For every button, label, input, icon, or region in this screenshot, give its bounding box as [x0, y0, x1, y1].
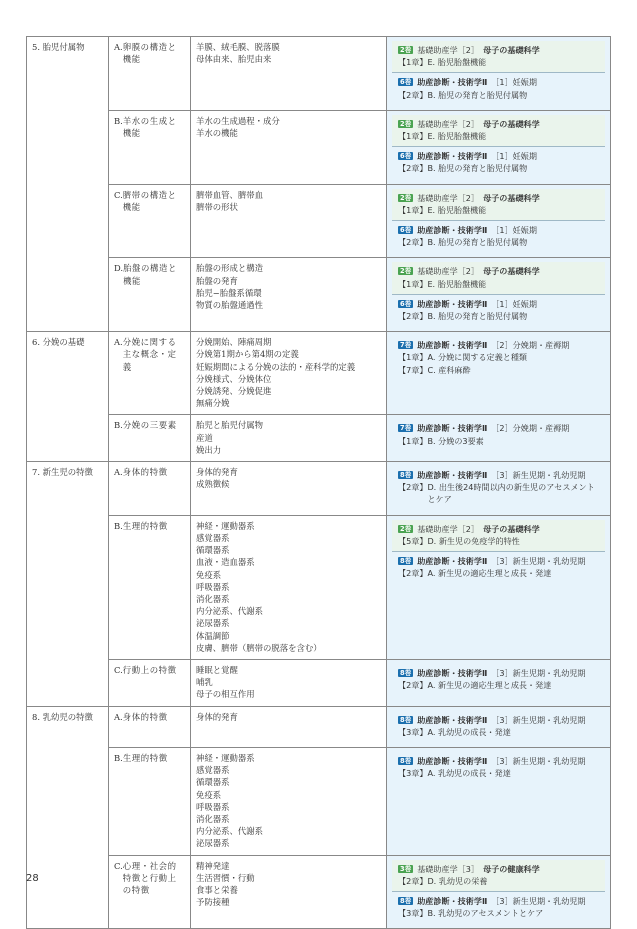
item-text: 消化器系: [196, 813, 230, 824]
item-text: 免疫系: [196, 789, 222, 800]
book-title: 基礎助産学［2］: [417, 523, 475, 534]
book-subtitle: ［3］新生児期・乳幼児期: [495, 667, 586, 678]
volume-badge: 8巻: [400, 557, 412, 566]
chapter-label: 【1章】: [398, 204, 428, 215]
chapter-label: 【2章】: [398, 89, 428, 100]
chapter-label: 【1章】: [398, 131, 428, 142]
chapter-topic: C. 産科麻酔: [427, 364, 471, 375]
subsection-cell: [109, 37, 191, 111]
item-text: 身体的発育: [196, 467, 238, 478]
volume-badge: 8巻: [400, 668, 412, 677]
book-subtitle: ［2］分娩期・産褥期: [495, 340, 570, 351]
page-number: 28: [26, 873, 39, 884]
table-row: [27, 659, 611, 706]
book-subtitle: 母子の健康科学: [483, 863, 540, 874]
subsection-cell: [109, 659, 191, 706]
chapter-topic: B. 胎児の発育と胎児付属物: [427, 311, 528, 322]
subsection-letter: C.: [114, 664, 123, 675]
item-text: 泌尿器系: [196, 618, 230, 629]
book-title: 助産診断・技術学Ⅱ: [417, 225, 488, 236]
item-text: 胎盤の発育: [196, 275, 238, 286]
subsection-title: 行動上の特徴: [122, 664, 177, 675]
book-subtitle: ［1］妊娠期: [495, 77, 537, 88]
item-text: 物質の胎盤通過性: [196, 300, 263, 311]
item-text: 分娩開始、陣痛周期: [196, 337, 272, 348]
subsection-cell: [109, 415, 191, 462]
reference-cell: [387, 415, 611, 462]
items-cell: [191, 184, 387, 258]
chapter-topic: B. 分娩の3要素: [427, 435, 484, 446]
table-row: [27, 855, 611, 929]
item-text: 睡眠と覚醒: [196, 664, 238, 675]
chapter-label: 【2章】: [398, 482, 428, 493]
subsection-title: 分娩に関する主な概念・定義: [122, 337, 177, 372]
item-text: 消化器系: [196, 593, 230, 604]
subsection-title: 身体的特徴: [122, 711, 168, 722]
book-title: 基礎助産学［2］: [417, 266, 475, 277]
subsection-letter: B.: [114, 752, 123, 763]
reference-block: [392, 752, 605, 783]
item-text: 神経・運動器系: [196, 520, 255, 531]
item-text: 血液・造血器系: [196, 557, 255, 568]
item-text: 精神発達: [196, 860, 230, 871]
subsection-title: 羊水の生成と機能: [122, 115, 177, 139]
chapter-label: 【2章】: [398, 680, 428, 691]
item-text: 成熟徴候: [196, 479, 230, 490]
book-title: 基礎助産学［3］: [417, 863, 475, 874]
items-cell: [191, 747, 387, 855]
section-title: [27, 332, 109, 462]
table-row: [27, 110, 611, 184]
reference-cell: [387, 515, 611, 659]
item-text: 体温調節: [196, 630, 230, 641]
item-text: 感覚器系: [196, 765, 230, 776]
items-cell: [191, 37, 387, 111]
subsection-cell: [109, 462, 191, 516]
subsection-cell: [109, 110, 191, 184]
chapter-topic: E. 胎児胎盤機能: [427, 204, 487, 215]
book-subtitle: ［1］妊娠期: [495, 225, 537, 236]
item-text: 胎児−胎盤系循環: [196, 287, 262, 298]
subsection-cell: [109, 515, 191, 659]
volume-badge: 2巻: [400, 193, 412, 202]
chapter-topic: B. 乳幼児のアセスメントとケア: [427, 908, 544, 919]
book-title: 基礎助産学［2］: [417, 45, 475, 55]
book-title: 助産診断・技術学Ⅱ: [417, 667, 488, 678]
table-row: [27, 37, 611, 111]
chapter-topic: A. 乳幼児の成長・発達: [427, 726, 511, 737]
subsection-letter: A.: [114, 711, 123, 722]
chapter-label: 【1章】: [398, 278, 428, 289]
book-subtitle: ［3］新生児期・乳幼児期: [495, 755, 586, 766]
book-subtitle: ［3］新生児期・乳幼児期: [495, 556, 586, 567]
book-title: 助産診断・技術学Ⅱ: [417, 423, 488, 434]
chapter-topic: B. 胎児の発育と胎児付属物: [427, 163, 528, 174]
reference-block: [392, 466, 605, 510]
book-subtitle: ［1］妊娠期: [495, 151, 537, 162]
items-cell: [191, 659, 387, 706]
reference-block: [392, 146, 605, 178]
subsection-cell: [109, 332, 191, 415]
volume-badge: 8巻: [400, 756, 412, 765]
section-title-text: 7. 新生児の特徴: [32, 467, 93, 478]
book-subtitle: ［1］妊娠期: [495, 298, 537, 309]
item-text: 産道: [196, 432, 213, 443]
items-cell: [191, 706, 387, 747]
chapter-label: 【7章】: [398, 364, 428, 375]
items-cell: [191, 855, 387, 929]
item-text: 臍帯血管、臍帯血: [196, 189, 263, 200]
item-text: 食事と栄養: [196, 884, 238, 895]
volume-badge: 6巻: [400, 299, 412, 308]
subsection-cell: [109, 706, 191, 747]
subsection-title: 生理的特徴: [122, 520, 168, 531]
table-row: [27, 747, 611, 855]
item-text: 免疫系: [196, 569, 222, 580]
subsection-cell: [109, 747, 191, 855]
subsection-title: 臍帯の構造と機能: [122, 189, 177, 212]
subsection-letter: C.: [114, 860, 123, 871]
subsection-cell: [109, 855, 191, 929]
section-title-text: 6. 分娩の基礎: [32, 337, 85, 348]
reference-cell: [387, 462, 611, 516]
item-text: 哺乳: [196, 677, 213, 688]
book-subtitle: 母子の基礎科学: [483, 45, 540, 55]
item-text: 生活習慣・行動: [196, 872, 255, 883]
items-cell: [191, 332, 387, 415]
items-cell: [191, 258, 387, 332]
chapter-topic: D. 新生児の免疫学的特性: [427, 535, 520, 546]
table-row: [27, 332, 611, 415]
item-text: 予防接種: [196, 897, 230, 908]
section-title: [27, 37, 109, 332]
chapter-topic: E. 胎児胎盤機能: [427, 57, 487, 68]
reference-block: [392, 664, 605, 695]
item-text: 娩出力: [196, 444, 222, 455]
section-title-text: 5. 胎児付属物: [32, 42, 85, 52]
item-text: 羊膜、絨毛膜、脱落膜: [196, 42, 280, 52]
item-text: 胎盤の形成と構造: [196, 263, 263, 274]
volume-badge: 8巻: [400, 896, 412, 905]
book-title: 助産診断・技術学Ⅱ: [417, 151, 488, 162]
book-subtitle: 母子の基礎科学: [483, 118, 540, 129]
chapter-topic: A. 乳幼児の成長・発達: [427, 768, 511, 779]
chapter-label: 【1章】: [398, 57, 428, 68]
item-text: 母子の相互作用: [196, 689, 255, 700]
subsection-title: 卵膜の構造と機能: [122, 42, 177, 65]
book-title: 助産診断・技術学Ⅱ: [417, 77, 488, 88]
subsection-letter: A.: [114, 467, 123, 478]
item-text: 胎児と胎児付属物: [196, 420, 263, 431]
item-text: 母体由来、胎児由来: [196, 54, 272, 65]
item-text: 身体的発育: [196, 711, 238, 722]
item-text: 羊水の生成過程・成分: [196, 115, 280, 126]
reference-cell: [387, 855, 611, 929]
reference-block: [392, 189, 605, 220]
syllabus-table: [26, 36, 611, 929]
reference-block: [392, 220, 605, 252]
item-text: 呼吸器系: [196, 581, 230, 592]
chapter-label: 【2章】: [398, 311, 428, 322]
items-cell: [191, 515, 387, 659]
volume-badge: 3巻: [400, 864, 412, 873]
volume-badge: 6巻: [400, 226, 412, 235]
reference-block: [392, 336, 605, 380]
item-text: 内分泌系、代謝系: [196, 826, 263, 837]
book-title: 助産診断・技術学Ⅱ: [417, 755, 488, 766]
book-subtitle: 母子の基礎科学: [483, 266, 540, 277]
subsection-cell: [109, 258, 191, 332]
reference-block: [392, 72, 605, 104]
book-title: 助産診断・技術学Ⅱ: [417, 470, 488, 481]
item-text: 循環器系: [196, 545, 230, 556]
chapter-label: 【1章】: [398, 435, 428, 446]
item-text: 臍帯の形状: [196, 201, 238, 212]
item-text: 分娩第1期から第4期の定義: [196, 349, 299, 360]
chapter-label: 【3章】: [398, 768, 428, 779]
chapter-topic: A. 分娩に関する定義と種類: [427, 352, 528, 363]
volume-badge: 6巻: [400, 152, 412, 161]
reference-cell: [387, 37, 611, 111]
items-cell: [191, 462, 387, 516]
table-row: [27, 184, 611, 258]
chapter-topic: D. 出生後24時間以内の新生児のアセスメントとケア: [427, 482, 595, 505]
item-text: 内分泌系、代謝系: [196, 606, 263, 617]
subsection-title: 心理・社会的特徴と行動上の特徴: [122, 860, 177, 895]
chapter-topic: A. 新生児の適応生理と成長・発達: [427, 568, 552, 579]
subsection-letter: A.: [114, 42, 123, 52]
section-title-text: 8. 乳幼児の特徴: [32, 711, 93, 722]
volume-badge: 6巻: [400, 78, 412, 87]
subsection-letter: A.: [114, 337, 123, 348]
volume-badge: 7巻: [400, 341, 412, 350]
section-title: [27, 462, 109, 706]
subsection-cell: [109, 184, 191, 258]
reference-block: [392, 551, 605, 583]
table-row: [27, 415, 611, 462]
volume-badge: 2巻: [400, 524, 412, 533]
reference-block: [392, 891, 605, 923]
reference-block: [392, 115, 605, 146]
table-row: [27, 706, 611, 747]
volume-badge: 2巻: [400, 46, 412, 54]
item-text: 分娩誘発、分娩促進: [196, 386, 272, 397]
table-row: [27, 258, 611, 332]
subsection-title: 身体的特徴: [122, 467, 168, 478]
reference-cell: [387, 706, 611, 747]
items-cell: [191, 415, 387, 462]
book-title: 基礎助産学［2］: [417, 118, 475, 129]
reference-cell: [387, 659, 611, 706]
chapter-label: 【2章】: [398, 875, 428, 886]
book-subtitle: 母子の基礎科学: [483, 523, 540, 534]
volume-badge: 8巻: [400, 715, 412, 724]
book-subtitle: 母子の基礎科学: [483, 192, 540, 203]
reference-cell: [387, 258, 611, 332]
chapter-label: 【3章】: [398, 908, 428, 919]
book-title: 助産診断・技術学Ⅱ: [417, 298, 488, 309]
reference-cell: [387, 747, 611, 855]
volume-badge: 2巻: [400, 119, 412, 128]
table-row: [27, 515, 611, 659]
subsection-letter: B.: [114, 520, 123, 531]
subsection-title: 胎盤の構造と機能: [123, 263, 177, 286]
book-subtitle: ［3］新生児期・乳幼児期: [495, 470, 586, 481]
item-text: 無痛分娩: [196, 398, 230, 409]
items-cell: [191, 110, 387, 184]
reference-block: [392, 860, 605, 891]
book-subtitle: ［2］分娩期・産褥期: [495, 423, 570, 434]
book-subtitle: ［3］新生児期・乳幼児期: [495, 895, 586, 906]
reference-cell: [387, 332, 611, 415]
chapter-label: 【2章】: [398, 163, 428, 174]
item-text: 呼吸器系: [196, 801, 230, 812]
item-text: 泌尿器系: [196, 838, 230, 849]
chapter-label: 【5章】: [398, 535, 428, 546]
chapter-topic: B. 胎児の発育と胎児付属物: [427, 89, 528, 100]
subsection-letter: C.: [114, 189, 123, 200]
chapter-topic: A. 新生児の適応生理と成長・発達: [427, 680, 552, 691]
subsection-title: 分娩の三要素: [122, 420, 177, 431]
reference-block: [392, 711, 605, 742]
subsection-title: 生理的特徴: [122, 752, 168, 763]
volume-badge: 8巻: [400, 471, 412, 480]
chapter-topic: E. 胎児胎盤機能: [427, 278, 487, 289]
reference-block: [392, 41, 605, 72]
item-text: 循環器系: [196, 777, 230, 788]
item-text: 羊水の機能: [196, 128, 238, 139]
reference-block: [392, 294, 605, 326]
subsection-letter: B.: [114, 420, 123, 431]
book-title: 助産診断・技術学Ⅱ: [417, 895, 488, 906]
book-title: 基礎助産学［2］: [417, 192, 475, 203]
section-title: [27, 706, 109, 929]
reference-block: [392, 262, 605, 293]
reference-cell: [387, 184, 611, 258]
subsection-letter: D.: [114, 263, 124, 274]
book-title: 助産診断・技術学Ⅱ: [417, 714, 488, 725]
chapter-topic: E. 胎児胎盤機能: [427, 131, 487, 142]
chapter-label: 【1章】: [398, 352, 428, 363]
reference-cell: [387, 110, 611, 184]
book-title: 助産診断・技術学Ⅱ: [417, 340, 488, 351]
reference-block: [392, 520, 605, 551]
item-text: 皮膚、臍帯（臍帯の脱落を含む）: [196, 642, 322, 653]
table-row: [27, 462, 611, 516]
item-text: 神経・運動器系: [196, 752, 255, 763]
reference-block: [392, 419, 605, 450]
chapter-topic: B. 胎児の発育と胎児付属物: [427, 237, 528, 248]
item-text: 分娩様式、分娩体位: [196, 373, 272, 384]
chapter-topic: D. 乳幼児の栄養: [427, 875, 488, 886]
chapter-label: 【2章】: [398, 237, 428, 248]
subsection-letter: B.: [114, 115, 123, 126]
item-text: 感覚器系: [196, 532, 230, 543]
book-title: 助産診断・技術学Ⅱ: [417, 556, 488, 567]
chapter-label: 【3章】: [398, 726, 428, 737]
volume-badge: 7巻: [400, 424, 412, 433]
item-text: 妊娠期間による分娩の法的・産科学的定義: [196, 361, 356, 372]
book-subtitle: ［3］新生児期・乳幼児期: [495, 714, 586, 725]
chapter-label: 【2章】: [398, 568, 428, 579]
volume-badge: 2巻: [400, 267, 412, 276]
